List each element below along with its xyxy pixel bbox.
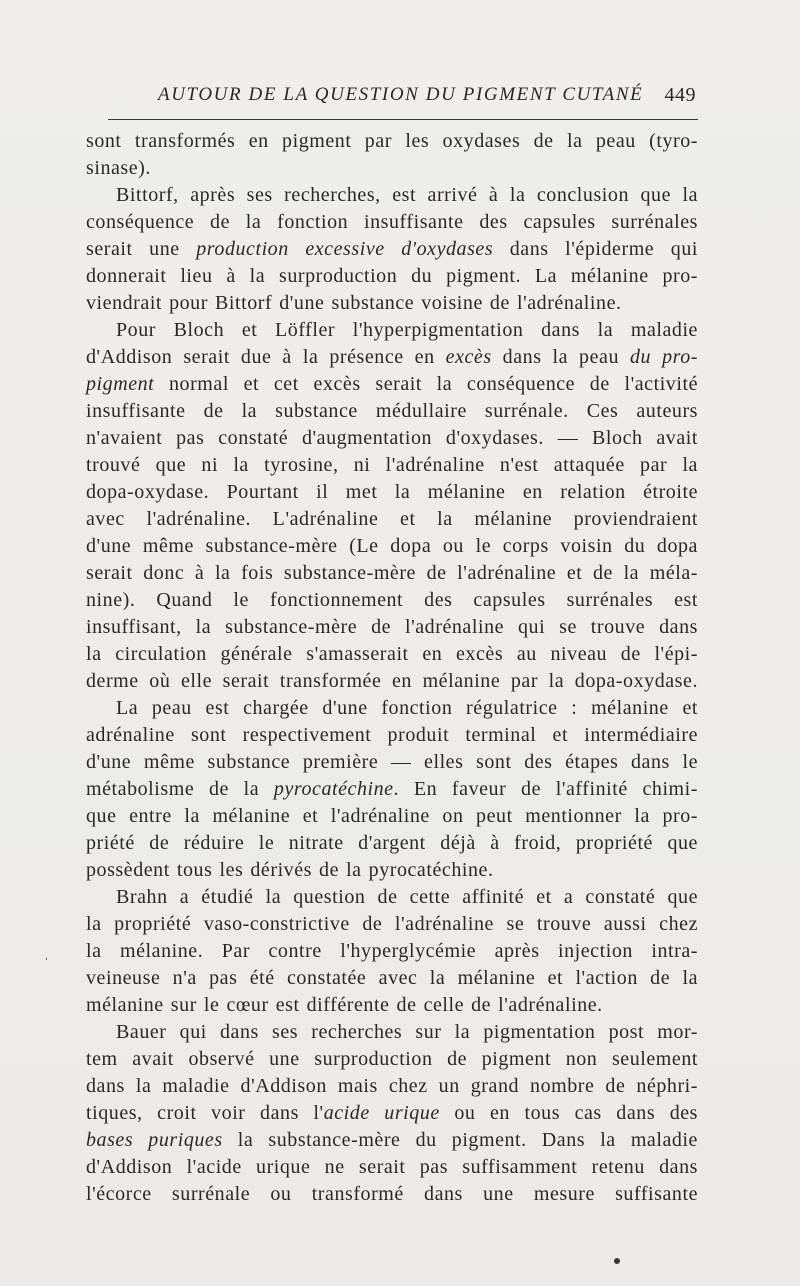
text-line: métabolisme de la pyrocatéchine. En faveur de l'affinité chimi- <box>86 778 698 800</box>
text-line: adrénaline sont respectivement produit terminal et intermédiaire <box>86 724 698 746</box>
text-line: nine). Quand le fonctionnement des capsules surrénales est <box>86 589 698 611</box>
text-line: viendrait pour Bittorf d'une substance voisine de l'adrénaline. <box>86 292 622 314</box>
italic-term: bases puriques <box>86 1129 223 1151</box>
ink-dot-mark <box>614 1258 620 1264</box>
text-line: sinase). <box>86 157 151 179</box>
italic-term: pyrocatéchine <box>273 778 394 800</box>
text-line: dans la maladie d'Addison mais chez un grand nombre de néphri- <box>86 1075 698 1097</box>
running-title: AUTOUR DE LA QUESTION DU PIGMENT CUTANÉ <box>158 84 644 105</box>
text-line: serait donc à la fois substance-mère de l'adrénaline et de la méla- <box>86 562 698 584</box>
text-line: derme où elle serait transformée en mélanine par la dopa-oxydase. <box>86 670 698 692</box>
text-line: d'Addison l'acide urique ne serait pas suffisamment retenu dans <box>86 1156 698 1178</box>
text-line: conséquence de la fonction insuffisante des capsules surrénales <box>86 211 698 233</box>
text-line: Brahn a étudié la question de cette affinité et a constaté que <box>116 886 698 908</box>
italic-term: pigment <box>86 373 155 395</box>
text-line: n'avaient pas constaté d'augmentation d'oxydases. — Bloch avait <box>86 427 698 449</box>
text-line: donnerait lieu à la surproduction du pigment. La mélanine pro- <box>86 265 698 287</box>
text-line: d'Addison serait due à la présence en excès dans la peau du pro- <box>86 346 698 368</box>
text-line: priété de réduire le nitrate d'argent déjà à froid, propriété que <box>86 832 698 854</box>
text-line: insuffisant, la substance-mère de l'adrénaline qui se trouve dans <box>86 616 698 638</box>
text-line: la propriété vaso-constrictive de l'adrénaline se trouve aussi chez <box>86 913 698 935</box>
body-text <box>86 128 698 1208</box>
italic-term: acide urique <box>323 1102 440 1124</box>
text-line: tiques, croit voir dans l'acide urique ou en tous cas dans des <box>86 1102 698 1124</box>
text-line: la mélanine. Par contre l'hyperglycémie après injection intra- <box>86 940 698 962</box>
text-line: veineuse n'a pas été constatée avec la mélanine et l'action de la <box>86 967 698 989</box>
text-line: que entre la mélanine et l'adrénaline on peut mentionner la pro- <box>86 805 698 827</box>
text-line: l'écorce surrénale ou transformé dans une mesure suffisante <box>86 1183 698 1205</box>
italic-term: production excessive d'oxydases <box>196 238 494 260</box>
text-line: insuffisante de la substance médullaire surrénale. Ces auteurs <box>86 400 698 422</box>
text-line: Bauer qui dans ses recherches sur la pigmentation post mor- <box>116 1021 698 1043</box>
text-line: Pour Bloch et Löffler l'hyperpigmentation dans la maladie <box>116 319 698 341</box>
text-line: dopa-oxydase. Pourtant il met la mélanine en relation étroite <box>86 481 698 503</box>
text-line: serait une production excessive d'oxydases dans l'épiderme qui <box>86 238 698 260</box>
header-rule <box>108 119 698 120</box>
running-head <box>108 84 700 112</box>
margin-tick-mark: ˌ <box>44 946 49 961</box>
text-line: d'une même substance-mère (Le dopa ou le corps voisin du dopa <box>86 535 698 557</box>
text-line: Bittorf, après ses recherches, est arrivé à la conclusion que la <box>116 184 698 206</box>
text-line: possèdent tous les dérivés de la pyrocatéchine. <box>86 859 494 881</box>
text-line: trouvé que ni la tyrosine, ni l'adrénaline n'est attaquée par la <box>86 454 698 476</box>
text-line: la circulation générale s'amasserait en excès au niveau de l'épi- <box>86 643 698 665</box>
text-line: d'une même substance première — elles sont des étapes dans le <box>86 751 698 773</box>
text-line: tem avait observé une surproduction de pigment non seulement <box>86 1048 698 1070</box>
text-line: mélanine sur le cœur est différente de celle de l'adrénaline. <box>86 994 603 1016</box>
text-line: pigment normal et cet excès serait la conséquence de l'activité <box>86 373 698 395</box>
text-line: La peau est chargée d'une fonction régulatrice : mélanine et <box>116 697 698 719</box>
text-line: bases puriques la substance-mère du pigment. Dans la maladie <box>86 1129 698 1151</box>
text-line: sont transformés en pigment par les oxydases de la peau (tyro- <box>86 130 698 152</box>
page-number: 449 <box>664 84 696 106</box>
italic-term: du pro- <box>630 346 698 368</box>
italic-term: excès <box>445 346 492 368</box>
text-line: avec l'adrénaline. L'adrénaline et la mélanine proviendraient <box>86 508 698 530</box>
